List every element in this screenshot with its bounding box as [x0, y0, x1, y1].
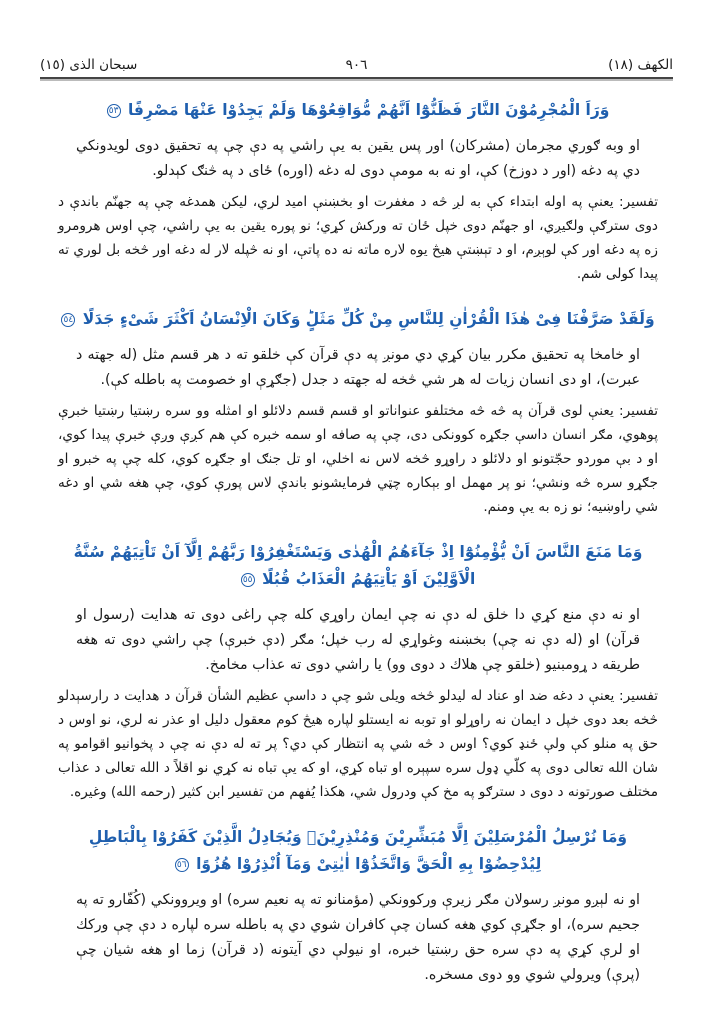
- verse-translation: او خامخا په تحقيق مكرر بيان كړي دي مونږ په دې قرآن كې خلقو ته د هر قسم مثل (له جهته د عبرت)، او دى انسان زيات له هر شي څخه له جهته د جدل (جګړې او خصومت په باطله كې).: [76, 347, 640, 388]
- surah-name: الكهف (١٨): [608, 57, 673, 73]
- header-rule: [40, 77, 673, 81]
- verse-section: [58, 97, 658, 286]
- verse-commentary: [58, 684, 658, 804]
- commentary-label: تفسير:: [619, 194, 658, 210]
- quran-verse: [58, 97, 658, 124]
- verse-translation: او وبه ګوري مجرمان (مشركان) اور پس يقين به يې راشي په دې چې په تحقيق دوى لويدونكي دي په دغه (اور د دوزخ) كې، او نه به مومې دوى له دغه (اوره) ځاى د په څنګ كېدلو.: [76, 138, 640, 179]
- verse-commentary: [58, 399, 658, 519]
- juz-name: سبحان الذى (١٥): [40, 57, 138, 73]
- verse-translation: او نه لېږو مونږ رسولان مګر زيرې وركوونكي (مؤمنانو ته په نعيم سره) او ويروونكي (كُفّارو ته په جحيم سره)، او جګړې كوي هغه كسان چې كافران شوي دي په باطله سره لپاره د دې چې وركك او لرې كړي په دې سره حق رښتيا خبره، او نيولې دي آيتونه (د قرآن) زما او هغه شيان چې (پرې) ويرولي شوي وو دوى مسخره.: [76, 892, 640, 983]
- verse-section: [58, 539, 658, 804]
- verse-text: وَرَاَ الْمُجْرِمُوْنَ النَّارَ فَظَنُّوْٓا اَنَّهُمْ مُّوَاقِعُوْهَا وَلَمْ يَجِدُوْا عَنْهَا مَصْرِفًا: [127, 101, 610, 119]
- commentary-label: تفسير:: [619, 688, 658, 704]
- verse-commentary: [58, 190, 658, 286]
- verse-text: وَمَا نُرْسِلُ الْمُرْسَلِيْنَ اِلَّا مُبَشِّرِيْنَ وَمُنْذِرِيْنَۚ وَيُجَادِلُ الَّذِيْنَ كَفَرُوْا بِالْبَاطِلِ لِيُدْحِضُوْا بِهِ الْحَقَّ وَاتَّخَذُوْٓا اٰيٰتِىْ وَمَآ اُنْذِرُوْا هُزُوًا: [88, 828, 628, 873]
- quran-verse: [58, 824, 658, 878]
- verse-number-marker: ٥٤: [61, 313, 75, 327]
- quran-verse: [58, 539, 658, 593]
- verse-section: [58, 824, 658, 988]
- commentary-text: يعنې لوى قرآن په څه څه مختلفو عنواناتو او قسم قسم دلائلو او امثله وو سره رښتيا رښتيا خبرې پوهوي، مګر انسان داسې جګړه كوونكى دى، چې په صافه او سمه خبره كې هم كږې وږې خبرې پيدا كوي، او د بې موردو حجّتونو او دلائلو د راوړو څخه لاس نه اخلي، او تل جنګ او جګړه كوي، كله چې په خبرو او جګړو سره څه ونشي؛ نو پر مهمل او بېكاره چټي فرمايشونو باندې لاس پورې كوي، چې هغه شي او دغه شي راوښيه؛ نو زه به يې ومنم.: [58, 403, 658, 515]
- commentary-label: تفسير:: [619, 403, 658, 419]
- verse-text: وَلَقَدْ صَرَّفْنَا فِىْ هٰذَا الْقُرْاٰنِ لِلنَّاسِ مِنْ كُلِّ مَثَلٍؕ وَكَانَ الْاِنْسَانُ اَكْثَرَ شَىْءٍ جَدَلًا: [82, 310, 655, 328]
- commentary-text: يعنې د دغه ضد او عناد له ليدلو څخه ويلى شو چې د داسې عظيم الشأن قرآن د هدايت د رارسېدلو څخه بعد دوى خپل د ايمان نه راوړلو او توبه نه ايستلو لپاره هيڅ كوم معقول دليل او عذر نه لري، نو اوس د حق په منلو كې ولې ځنډ كوي؟ اوس د څه شي په انتظار كې دي؟ پر ته له دې نه چې د پخوانيو اقوامو په شان الله تعالى دوى په كلّي ډول سره سپېره او تباه كړي، او كه يې تباه نه كړي نو اقلاً د الله تعالى د عذاب مختلف صورتونه د دوى د سترګو په مخ كې ودرول شي، هكذا يُفهم من تفسير ابن كثير (رحمه الله) وغيره.: [58, 688, 658, 800]
- page-header: [40, 54, 673, 76]
- page-content: [58, 97, 658, 994]
- verse-number-marker: ٥٦: [175, 858, 189, 872]
- commentary-text: يعنې په اوله ابتداء كې به لږ څه د مغفرت او بخښنې اميد لري، ليكن همدغه چې په جهنّم باندې د دوى سترګې ولګيږي، او جهنّم دوى خپل ځان ته وركش كړي؛ نو پوره يقين به يې راشي، چې اوس هرومرو زه په دغه اور كې لوېږم، او د تېښتې هيڅ يوه لاره ماته نه ده پاتې، او نه څپله لار له دغه اور څخه بل لوري ته پيدا كولى شم.: [58, 194, 658, 282]
- verse-translation: او نه دې منع كړي دا خلق له دې نه چې ايمان راوړي كله چې راغى دوى ته هدايت (رسول او قرآن) او (له دې نه چې) بخښنه وغواړي له رب خپل؛ مګر (دې خبرې) چې راشي دوى ته هغه طريقه د ړومبنيو (خلقو چې هلاك د دوى وو) يا راشي دوى ته عذاب مخامخ.: [76, 607, 640, 673]
- verse-number-marker: ٥٣: [107, 104, 121, 118]
- verse-number-marker: ٥٥: [241, 573, 255, 587]
- verse-text: وَمَا مَنَعَ النَّاسَ اَنْ يُّؤْمِنُوْٓا اِذْ جَآءَهُمُ الْهُدٰى وَيَسْتَغْفِرُوْا رَبَّهُمْ اِلَّآ اَنْ تَاْتِيَهُمْ سُنَّةُ الْاَوَّلِيْنَ اَوْ يَاْتِيَهُمُ الْعَذَابُ قُبُلًا: [73, 543, 643, 588]
- page-number: ٩٠٦: [345, 57, 368, 73]
- verse-section: [58, 306, 658, 519]
- quran-verse: [58, 306, 658, 333]
